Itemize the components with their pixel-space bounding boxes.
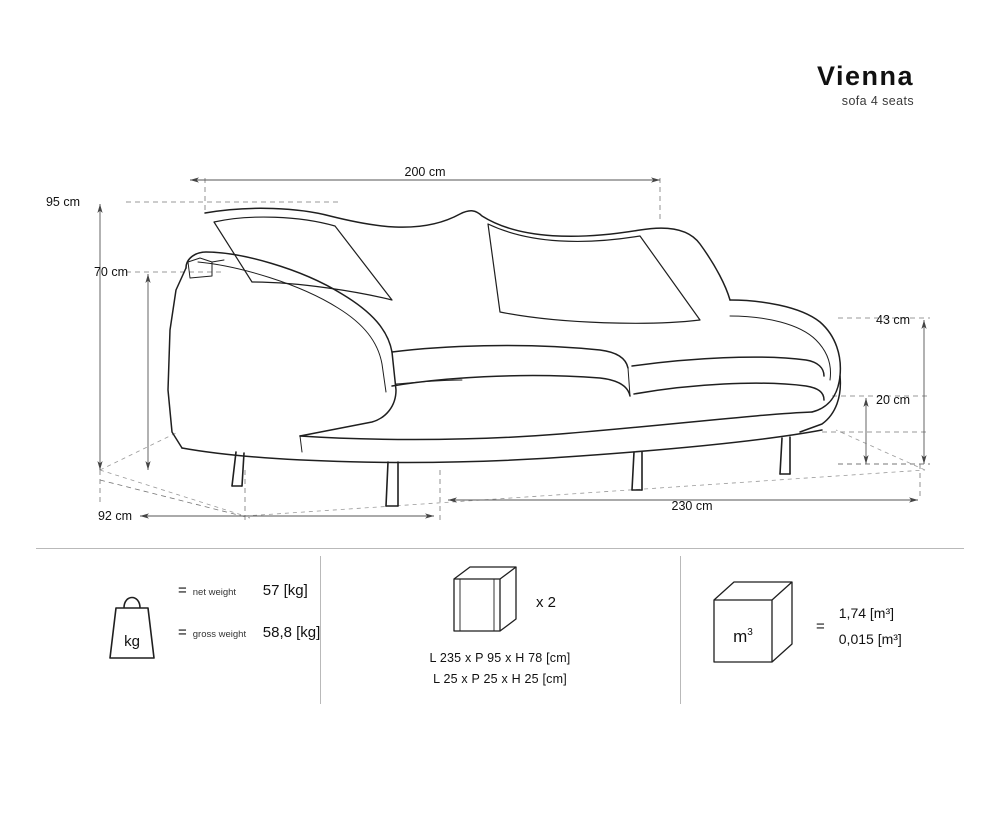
volume-value-1: 1,74 [m³] [838,604,895,621]
packaging-content [322,556,678,689]
dim-label-height-20: 20 cm [876,393,911,407]
dim-label-depth-92: 92 cm [97,509,132,523]
package-dimension-line-1: L 235 x P 95 x H 78 [cm] [429,651,571,665]
volume-values [839,601,902,653]
dim-label-height-70: 70 cm [93,265,128,279]
volume-icon-exponent: 3 [747,627,753,638]
gross-weight-label: gross weight [192,629,247,640]
gross-weight-equals: = [178,624,187,641]
weight-content [96,580,320,668]
weight-values [178,582,320,666]
page-title: Vienna [816,61,914,91]
dim-label-width-230: 230 cm [671,499,713,513]
panel-divider-2 [680,556,681,704]
weight-panel [40,556,321,706]
svg-text:kg: kg [124,633,140,650]
packaging-panel [322,556,678,706]
volume-cube-icon [702,572,798,681]
net-weight-label: net weight [192,587,237,598]
package-dimension-line-2: L 25 x P 25 x H 25 [cm] [433,671,567,686]
volume-panel [682,556,964,706]
package-quantity: x 2 [535,593,556,611]
volume-icon-text: $m^3$ [733,627,753,646]
net-weight-row [178,582,320,624]
dim-label-width-200: 200 cm [404,165,446,179]
net-weight-value: 57 [kg] [262,582,308,599]
package-box-row [322,556,678,648]
volume-content [702,572,902,681]
volume-equals: = [816,618,825,635]
dim-label-height-95: 95 cm [45,195,80,209]
page-subtitle: sofa 4 seats [841,94,914,109]
section-divider [36,548,964,549]
dim-label-height-43: 43 cm [876,313,911,327]
package-box-icon [444,559,522,646]
gross-weight-value: 58,8 [kg] [262,624,321,641]
volume-value-2: 0,015 [m³] [838,630,902,647]
gross-weight-row [178,624,320,666]
net-weight-equals: = [178,582,187,599]
weight-kg-icon [96,580,168,668]
